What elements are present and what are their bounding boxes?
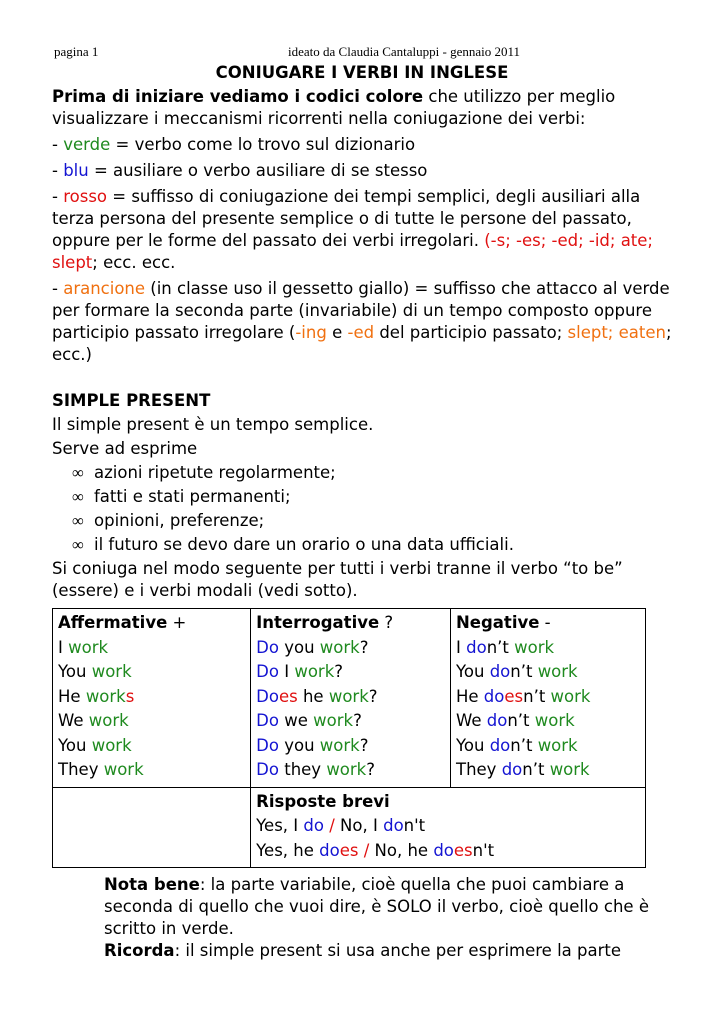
dash: -: [52, 161, 64, 180]
code-arancione-mid: del participio passato;: [374, 323, 568, 342]
conj-line: [58, 735, 245, 760]
intro-text: che utilizzo per meglio visualizzare i meccanismi ricorrenti nella coniugazione dei verbi:: [52, 87, 616, 128]
auxiliary: Do: [256, 662, 279, 681]
code-arancione-examples: slept; eaten: [567, 323, 666, 342]
short-answer-line: [256, 840, 640, 865]
list-item: [72, 534, 672, 558]
conjugation-table: [52, 608, 646, 868]
infinity-bullet-icon: ∞: [72, 487, 84, 506]
auxiliary: Do: [256, 711, 279, 730]
verb: work: [328, 686, 369, 706]
code-blu-text: = ausiliare o verbo ausiliare di se stesso: [88, 161, 428, 180]
usage-list: [52, 462, 672, 558]
column-header: [456, 612, 640, 637]
verb: work: [514, 637, 555, 657]
verb: work: [88, 711, 129, 730]
verb: work: [91, 735, 132, 755]
column-header: [256, 612, 445, 637]
auxiliary: do: [483, 686, 505, 706]
header-symbol: +: [167, 613, 187, 632]
conj-line: [456, 710, 640, 735]
answer-text: No, he: [374, 840, 434, 860]
code-rosso-examples: (-s; -es; -ed; -id; ate; slept: [52, 231, 653, 272]
auxiliary: do: [486, 711, 508, 730]
pronoun: You: [455, 662, 485, 681]
list-item: [72, 462, 672, 486]
pronoun: We: [455, 711, 482, 730]
conj-line: [256, 637, 445, 662]
header-text: Interrogative: [256, 613, 380, 632]
code-verde-text: = verbo come lo trovo sul dizionario: [110, 135, 416, 154]
header-text: Risposte brevi: [256, 791, 390, 811]
list-item-text: azioni ripetute regolarmente;: [94, 463, 336, 482]
conj-line: [58, 759, 245, 784]
infinity-bullet-icon: ∞: [72, 463, 84, 482]
conj-line: [58, 686, 245, 711]
verb: work: [294, 662, 335, 681]
verb: work: [549, 760, 590, 779]
pronoun: We: [58, 711, 84, 730]
code-arancione-tail: ; ecc.): [52, 323, 672, 364]
ricorda: [104, 940, 672, 962]
ricorda-label: Ricorda: [104, 941, 175, 960]
document-body: [52, 62, 672, 962]
dash: -: [52, 187, 64, 206]
conj-line: [456, 637, 640, 662]
conj-line: [256, 710, 445, 735]
sp-line2: Serve ad esprime: [52, 439, 198, 458]
code-arancione-text: (in classe uso il gessetto giallo) = suffisso che attacco al verde per formare la seconda parte (invariabile) di un tempo composto oppure participio passato irregolare (: [52, 279, 670, 342]
author-line: ideato da Claudia Cantaluppi - gennaio 2011: [288, 44, 521, 59]
conj-line: [456, 661, 640, 686]
column-header: [58, 612, 245, 637]
negation: n't: [472, 840, 495, 860]
conj-line: [58, 661, 245, 686]
pronoun: I: [284, 662, 290, 681]
verb: work: [326, 760, 367, 779]
auxiliary: Do: [256, 686, 279, 706]
question-mark: ?: [368, 686, 378, 706]
auxiliary: do: [383, 816, 404, 835]
suffix-ed: -ed: [347, 323, 375, 342]
suffix: es: [339, 840, 359, 860]
question-mark: ?: [366, 760, 376, 779]
verb: work: [319, 637, 360, 657]
question-mark: ?: [359, 735, 369, 755]
suffix: es: [504, 686, 524, 706]
verb: work: [537, 735, 578, 755]
negation: n’t: [522, 760, 545, 779]
sp-line3: Si coniuga nel modo seguente per tutti i verbi tranne il verbo “to be” (essere) e i verbi modali (vedi sotto).: [52, 559, 623, 600]
code-blu: [52, 160, 672, 182]
infinity-bullet-icon: ∞: [72, 535, 84, 554]
conj-line: [58, 710, 245, 735]
suffix-ing: -ing: [295, 323, 327, 342]
header-text: Negative: [455, 613, 540, 632]
header-text: Affermative: [58, 613, 168, 632]
conj-line: [256, 686, 445, 711]
nota-text: : la parte variabile, cioè quella che puoi cambiare a seconda di quello che vuoi dire, è SOLO il verbo, cioè quello che è scritto in verde.: [104, 875, 649, 938]
header-symbol: ?: [379, 613, 394, 632]
question-mark: ?: [353, 711, 362, 730]
slash: /: [323, 816, 341, 835]
list-item: [72, 510, 672, 534]
pronoun: They: [455, 760, 497, 779]
dash: -: [52, 279, 64, 298]
nota-bene: [104, 874, 672, 940]
auxiliary: do: [303, 816, 324, 835]
code-verde: [52, 134, 672, 156]
question-mark: ?: [359, 637, 369, 657]
interrogative-cell: [251, 609, 451, 788]
conj-line: [456, 686, 640, 711]
pronoun: They: [58, 760, 99, 779]
negation: n't: [403, 816, 426, 835]
conj-line: [256, 759, 445, 784]
document-title: CONIUGARE I VERBI IN INGLESE: [215, 63, 509, 82]
page-number: pagina 1: [54, 44, 99, 59]
auxiliary: Do: [256, 735, 279, 755]
conj-line: [256, 735, 445, 760]
suffix: es: [453, 840, 473, 860]
auxiliary: Do: [256, 760, 279, 779]
affermative-cell: [53, 609, 251, 788]
short-answers-cell: [251, 787, 646, 868]
pronoun: You: [58, 662, 87, 681]
verb: work: [319, 735, 360, 755]
verb: work: [103, 760, 144, 779]
auxiliary: Do: [256, 637, 279, 657]
pronoun: he: [302, 686, 324, 706]
negative-cell: [450, 609, 645, 788]
code-blu-word: blu: [63, 161, 89, 180]
pronoun: You: [455, 735, 485, 755]
conj-line: [256, 661, 445, 686]
pronoun: you: [284, 637, 315, 657]
intro-bold: Prima di iniziare vediamo i codici colore: [52, 87, 424, 106]
section-heading: SIMPLE PRESENT: [52, 391, 211, 410]
table-row: [53, 609, 646, 788]
code-rosso-word: rosso: [63, 187, 108, 206]
intro-paragraph: [52, 86, 672, 130]
pronoun: we: [284, 711, 308, 730]
code-rosso-tail: ; ecc. ecc.: [92, 253, 176, 272]
verb: work: [313, 711, 354, 730]
pronoun: I: [455, 637, 461, 657]
auxiliary: do: [489, 662, 511, 681]
suffix: es: [278, 686, 298, 706]
auxiliary: do: [489, 735, 511, 755]
question-mark: ?: [334, 662, 344, 681]
code-rosso: [52, 186, 672, 274]
negation: n’t: [507, 711, 530, 730]
ricorda-text: : il simple present si usa anche per esprimere la parte: [174, 941, 621, 960]
conj-line: [456, 759, 640, 784]
list-item-text: opinioni, preferenze;: [94, 511, 265, 530]
negation: n’t: [486, 637, 509, 657]
negation: n’t: [510, 735, 533, 755]
verb: work: [537, 662, 578, 681]
auxiliary: do: [319, 840, 340, 860]
slash: /: [358, 840, 375, 860]
nota-label: Nota bene: [104, 875, 200, 894]
header-symbol: -: [539, 613, 551, 632]
verb: work: [550, 686, 591, 706]
short-answers-heading: [256, 791, 640, 816]
conj-line: [456, 735, 640, 760]
pronoun: I: [58, 637, 63, 657]
auxiliary: do: [501, 760, 523, 779]
verb: work: [534, 711, 575, 730]
pronoun: they: [284, 760, 322, 779]
auxiliary: do: [433, 840, 454, 860]
code-verde-word: verde: [63, 135, 111, 154]
code-arancione: [52, 278, 672, 366]
sp-line1: Il simple present è un tempo semplice.: [52, 415, 374, 434]
list-item: [72, 486, 672, 510]
pronoun: you: [284, 735, 315, 755]
code-arancione-word: arancione: [63, 279, 146, 298]
verb: work: [91, 662, 132, 681]
short-answer-line: [256, 815, 640, 840]
verb: work: [85, 686, 126, 706]
dash: -: [52, 135, 64, 154]
conjunction: e: [326, 323, 348, 342]
auxiliary: do: [466, 637, 487, 657]
list-item-text: fatti e stati permanenti;: [94, 487, 291, 506]
answer-text: No, I: [340, 816, 384, 835]
empty-cell: [53, 787, 251, 868]
pronoun: He: [455, 686, 479, 706]
answer-text: Yes, I: [256, 816, 304, 835]
suffix: s: [125, 686, 135, 706]
answer-text: Yes, he: [256, 840, 320, 860]
code-rosso-text: = suffisso di coniugazione dei tempi semplici, degli ausiliari alla terza persona del presente semplice o di tutte le persone del passato, oppure per le forme del passato dei verbi irregolari.: [52, 187, 641, 250]
infinity-bullet-icon: ∞: [72, 511, 84, 530]
negation: n’t: [523, 686, 546, 706]
conj-line: [58, 637, 245, 662]
list-item-text: il futuro se devo dare un orario o una data ufficiali.: [94, 535, 514, 554]
verb: work: [68, 637, 109, 657]
pronoun: You: [58, 735, 87, 755]
table-row: [53, 787, 646, 868]
pronoun: He: [58, 686, 81, 706]
negation: n’t: [510, 662, 533, 681]
